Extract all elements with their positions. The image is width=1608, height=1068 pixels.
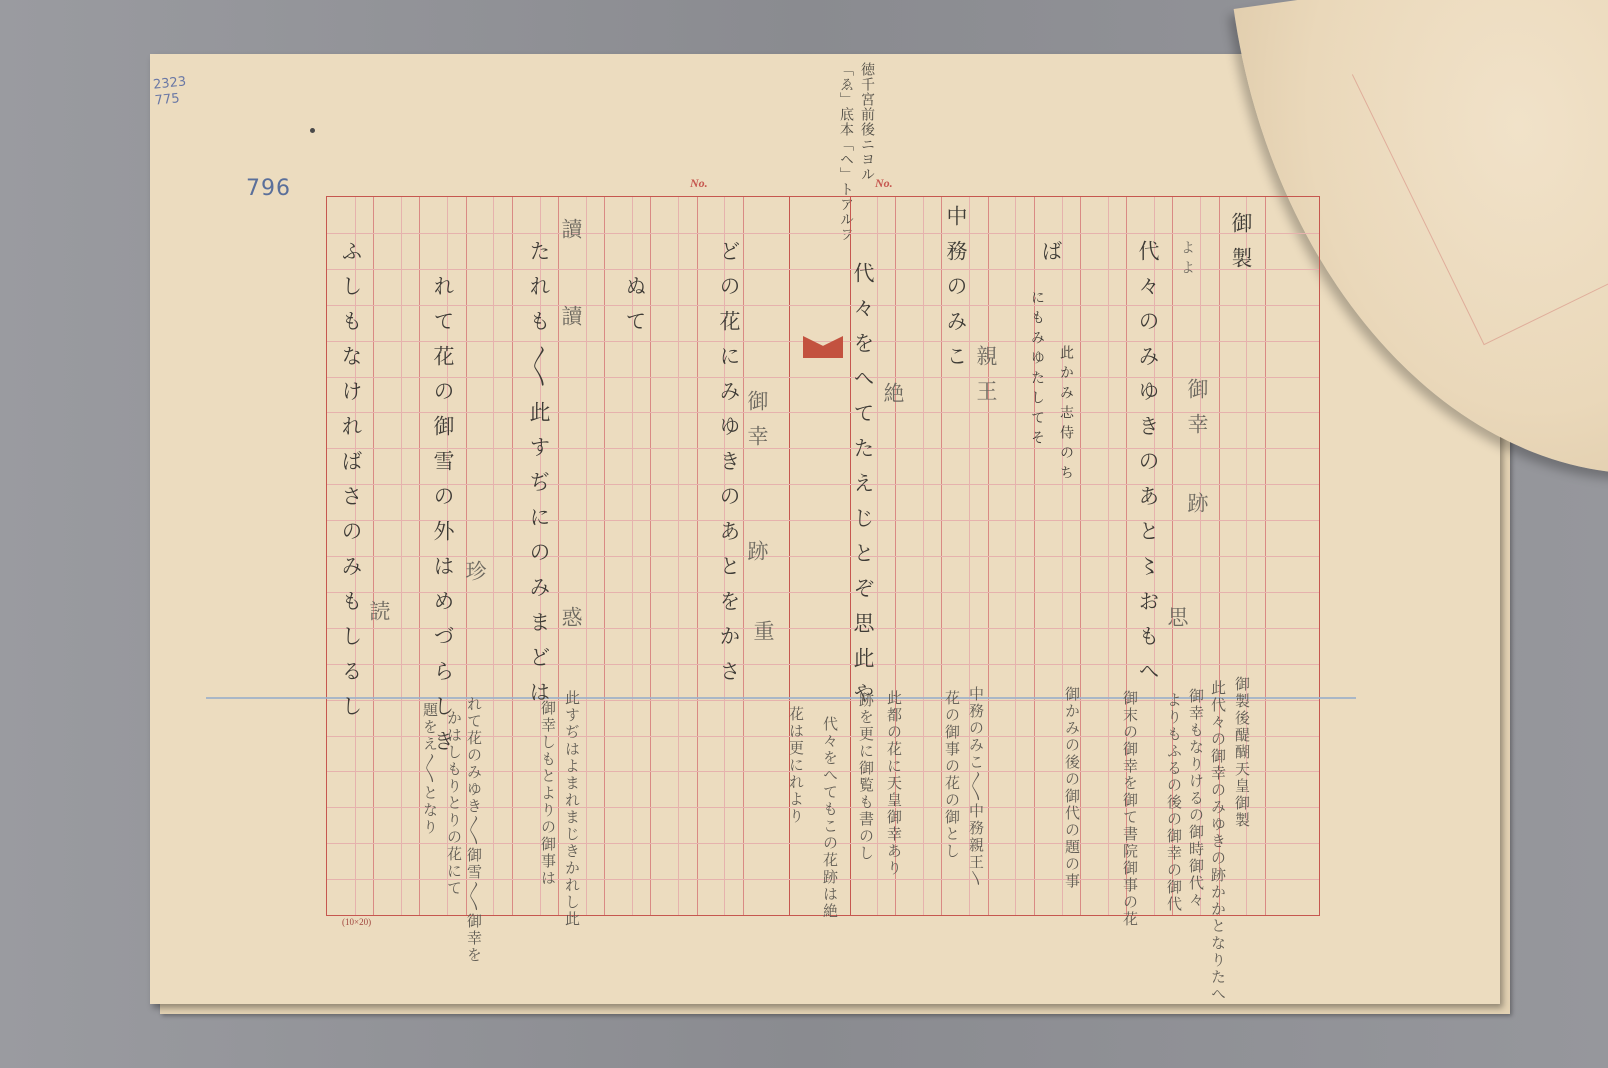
lower-note: よりもふるの後の御幸の御代 xyxy=(1165,692,1183,913)
column-annotation: 珍 xyxy=(463,560,487,595)
lower-note: 代々をへてもこの花跡は絶 xyxy=(821,716,839,920)
column-annotation: 親王 xyxy=(974,345,998,415)
column-annotation: 讀 xyxy=(559,218,583,253)
grid-row-line xyxy=(327,341,1319,342)
lower-note: 御幸もなりけるの御時御代々 xyxy=(1187,688,1205,909)
page-number: 796 xyxy=(246,176,291,201)
header-note-line-2: 徳千宮前後ニヨル xyxy=(859,62,875,182)
lower-note: 此代々の御幸のみゆきの跡かかとなりたへ xyxy=(1209,680,1227,1003)
column-text: 中務のみこ xyxy=(944,205,968,380)
lower-note: 花は更にれより xyxy=(787,706,805,825)
no-label-left: No. xyxy=(690,176,708,190)
stamp-number-top: 2323 xyxy=(152,74,187,93)
column-text: よよ xyxy=(1179,240,1195,280)
column-text: れて花の御雪の外はめづらしき xyxy=(431,275,455,765)
grid-row-line xyxy=(327,664,1319,665)
column-text: 此かみ志侍のち xyxy=(1058,345,1074,485)
lower-note: 跡を更に御覧も書のし xyxy=(857,692,875,862)
column-text: 代々のみゆきのあと〻おもへ xyxy=(1136,240,1160,695)
column-text: にもみゆたしてそ xyxy=(1029,290,1045,450)
lower-note: 御かみの後の御代の題の事 xyxy=(1063,686,1081,890)
lower-note: れて花のみゆき〳〵御雪〳〵御幸を xyxy=(465,696,483,964)
catalog-stamp xyxy=(152,74,188,109)
grid-size-label: (10×20) xyxy=(342,917,372,927)
grid-row-line xyxy=(327,520,1319,521)
column-annotation: 絶 xyxy=(881,382,905,417)
grid-row-line xyxy=(327,556,1319,557)
grid-row-line xyxy=(327,269,1319,270)
column-text: ば xyxy=(1039,240,1063,275)
grid-row-line xyxy=(327,305,1319,306)
ink-dot xyxy=(310,128,315,133)
lower-note: 此都の花に天皇御幸あり xyxy=(885,690,903,877)
grid-row-line xyxy=(327,233,1319,234)
lower-note: 題をえ〳〵となり xyxy=(421,702,439,836)
column-annotation: 思 xyxy=(1165,606,1189,641)
column-annotation: 読 xyxy=(367,600,391,635)
lower-note: 花の御事の花の御とし xyxy=(943,690,961,860)
lower-note: かはしもりとりの花にて xyxy=(445,710,463,897)
stamp-number-bottom: 775 xyxy=(154,91,181,109)
column-annotation: 御幸 xyxy=(1185,378,1209,448)
lower-note: 御製後醍醐天皇御製 xyxy=(1233,676,1251,829)
column-text: 御製 xyxy=(1229,212,1253,282)
no-label-right: No. xyxy=(875,176,893,190)
column-annotation: 跡 xyxy=(1185,492,1209,527)
lower-note: 中務のみこ〳〵中務親王〵 xyxy=(967,686,985,888)
lower-note: 御末の御幸を御て書院御事の花 xyxy=(1121,690,1139,928)
header-note-line-1: 「ゑ」底本「ヘ」トアルヲ xyxy=(838,62,854,242)
lower-note: 此すぢはよまれまじきかれし此 xyxy=(563,690,581,928)
column-text: ふしもなければさのみもしるし xyxy=(339,240,363,730)
grid-row-line xyxy=(327,377,1319,378)
grid-row-line xyxy=(327,412,1319,413)
curled-page-lines xyxy=(1352,0,1608,345)
column-annotation: 御幸 xyxy=(745,390,769,460)
column-text: どの花にみゆきのあとをかさ xyxy=(717,240,741,695)
column-annotation: 重 xyxy=(751,620,775,655)
grid-row-line xyxy=(327,484,1319,485)
lower-note: 御幸しもとよりの御事は xyxy=(539,700,557,887)
column-text: 代々をへてたえじとぞ思此や xyxy=(851,262,875,717)
column-annotation: 跡 xyxy=(745,540,769,575)
column-annotation: 讀 xyxy=(559,305,583,340)
column-annotation: 惑 xyxy=(559,606,583,641)
column-text: ぬて xyxy=(623,275,647,345)
column-text: たれも〳〵此すぢにのみまどは xyxy=(527,240,551,716)
grid-row-line xyxy=(327,448,1319,449)
